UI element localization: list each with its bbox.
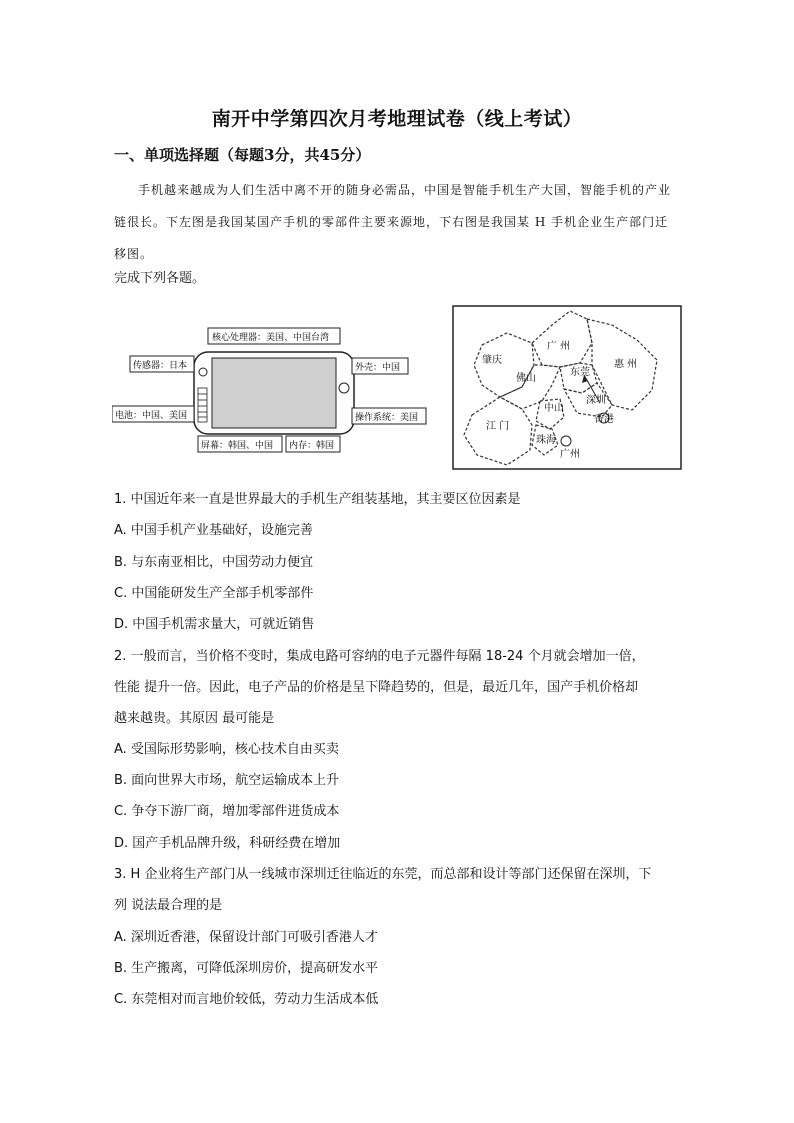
question-3-stem-line1: 3. H 企业将生产部门从一线城市深圳迁往临近的东莞，而总部和设计等部门还保留在深圳，下 <box>114 867 652 882</box>
label-sensor: 传感器：日本 <box>133 361 188 371</box>
question-3-option-c[interactable]: C. 东莞相对而言地价较低，劳动力生活成本低 <box>114 992 379 1007</box>
question-1-option-d[interactable]: D. 中国手机需求量大，可就近销售 <box>114 617 315 632</box>
question-2-stem-line2: 性能 提升一倍。因此，电子产品的价格是呈下降趋势的，但是，最近几年，国产手机价格却 <box>114 680 639 695</box>
relocation-map <box>452 305 682 470</box>
intro-paragraph: 手机越来越成为人们生活中离不开的随身必需品，中国是智能手机生产大国，智能手机的产业链很长。下左图是我国某国产手机的零部件主要来源地，下右图是我国某 H 手机企业生产部门迁移图。 <box>114 183 672 261</box>
question-1-option-b[interactable]: B. 与东南亚相比，中国劳动力便宜 <box>114 555 314 570</box>
map-label-guangzhou-bottom: 广州 <box>560 449 580 460</box>
phone-camera <box>199 368 207 376</box>
page-title: 南开中学第四次月考地理试卷（线上考试） <box>211 108 583 130</box>
map-label-zhaoqing: 肇庆 <box>482 355 502 366</box>
question-2-stem-line1: 2. 一般而言，当价格不变时，集成电路可容纳的电子元器件每隔 18-24 个月就会增加一倍， <box>114 649 645 664</box>
map-label-dongguan: 东莞 <box>570 367 590 378</box>
question-3-option-a[interactable]: A. 深圳近香港，保留设计部门可吸引香港人才 <box>114 930 378 945</box>
question-2-option-a[interactable]: A. 受国际形势影响，核心技术自由买卖 <box>114 742 339 757</box>
label-shell: 外壳：中国 <box>355 363 401 373</box>
question-3-option-b[interactable]: B. 生产搬离，可降低深圳房价，提高研发水平 <box>114 961 379 976</box>
map-label-hongkong: 香港 <box>594 414 614 425</box>
question-2-option-b[interactable]: B. 面向世界大市场，航空运输成本上升 <box>114 773 340 788</box>
question-1-option-c[interactable]: C. 中国能研发生产全部手机零部件 <box>114 586 314 601</box>
phone-parts-diagram <box>112 326 430 456</box>
battery-icon <box>198 388 207 422</box>
map-frame <box>453 306 681 469</box>
map-label-guangzhou: 广 州 <box>547 341 571 352</box>
phone-home-button <box>339 383 349 393</box>
question-1-option-a[interactable]: A. 中国手机产业基础好，设施完善 <box>114 523 313 538</box>
map-label-foshan: 佛山 <box>516 373 536 384</box>
label-memory: 内存：韩国 <box>289 441 335 451</box>
question-1-stem: 1. 中国近年来一直是世界最大的手机生产组装基地，其主要区位因素是 <box>114 492 521 507</box>
label-screen: 屏幕：韩国、中国 <box>201 441 274 451</box>
instruction-text: 完成下列各题。 <box>114 271 206 286</box>
question-3-stem-line2: 列 说法最合理的是 <box>114 898 223 913</box>
map-label-jiangmen: 江 门 <box>486 421 510 432</box>
label-battery: 电池：中国、美国 <box>115 411 188 421</box>
question-2-option-d[interactable]: D. 国产手机品牌升级，科研经费在增加 <box>114 836 341 851</box>
question-2-option-c[interactable]: C. 争夺下游厂商，增加零部件进货成本 <box>114 804 340 819</box>
phone-screen <box>212 358 336 428</box>
question-2-stem-line3: 越来越贵。其原因 最可能是 <box>114 711 275 726</box>
map-label-shenzhen: 深圳 <box>586 395 606 406</box>
section-heading: 一、单项选择题（每题3分，共45分） <box>114 146 371 164</box>
map-label-zhongshan: 中山 <box>544 403 564 414</box>
map-label-zhuhai: 珠海 <box>536 435 556 446</box>
label-core-processor: 核心处理器：美国、中国台湾 <box>212 333 330 343</box>
label-os: 操作系统：美国 <box>355 413 419 423</box>
map-label-huizhou: 惠 州 <box>614 359 638 370</box>
